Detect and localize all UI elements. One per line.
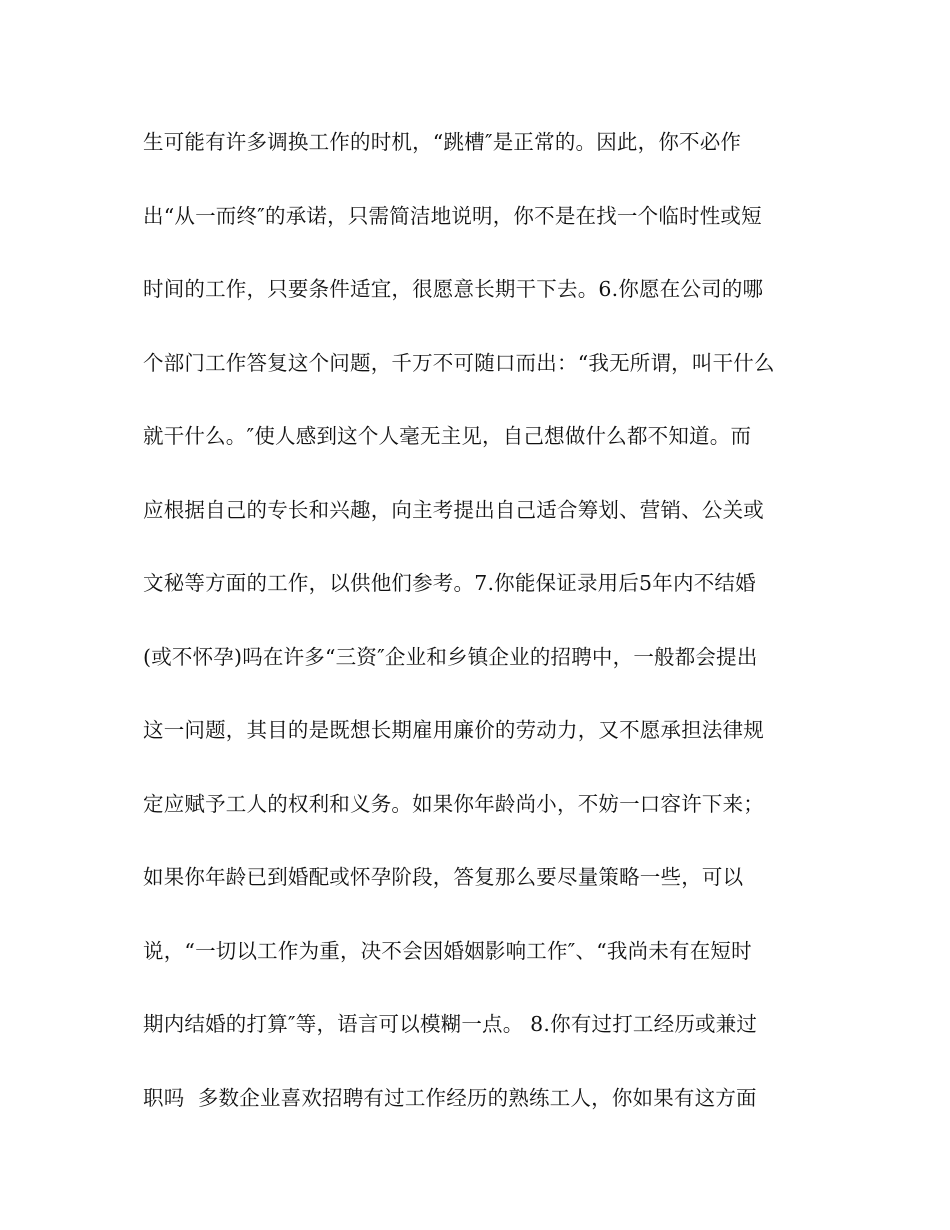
text-line: 时间的工作，只要条件适宜，很愿意长期干下去。6.你愿在公司的哪 <box>143 277 764 301</box>
text-line: 职吗 多数企业喜欢招聘有过工作经历的熟练工人，你如果有这方面 <box>143 1085 757 1110</box>
text-line: 文秘等方面的工作，以供他们参考。7.你能保证录用后5年内不结婚 <box>143 571 756 595</box>
text-line: (或不怀孕)吗在许多“三资″企业和乡镇企业的招聘中，一般都会提出 <box>143 644 758 669</box>
text-line: 说，“一切以工作为重，决不会因婚姻影响工作″、“我尚未有在短时 <box>143 938 752 963</box>
text-line: 个部门工作答复这个问题，千万不可随口而出：“我无所谓，叫干什么 <box>143 350 775 375</box>
text-line: 这一问题，其目的是既想长期雇用廉价的劳动力，又不愿承担法律规 <box>143 718 764 742</box>
text-line: 定应赋予工人的权利和义务。如果你年龄尚小，不妨一口容许下来； <box>143 791 764 816</box>
text-line: 生可能有许多调换工作的时机，“跳槽″是正常的。因此，你不必作 <box>143 130 742 154</box>
text-line: 就干什么。″使人感到这个人毫无主见，自己想做什么都不知道。而 <box>143 424 752 448</box>
text-line: 期内结婚的打算″等，语言可以模糊一点。 8.你有过打工经历或兼过 <box>143 1012 758 1036</box>
text-line: 出“从一而终″的承诺，只需简洁地说明，你不是在找一个临时性或短 <box>143 203 762 228</box>
text-line: 如果你年龄已到婚配或怀孕阶段，答复那么要尽量策略一些，可以 <box>143 865 744 889</box>
text-line: 应根据自己的专长和兴趣，向主考提出自己适合筹划、营销、公关或 <box>143 497 764 522</box>
body-text <box>143 122 823 1151</box>
